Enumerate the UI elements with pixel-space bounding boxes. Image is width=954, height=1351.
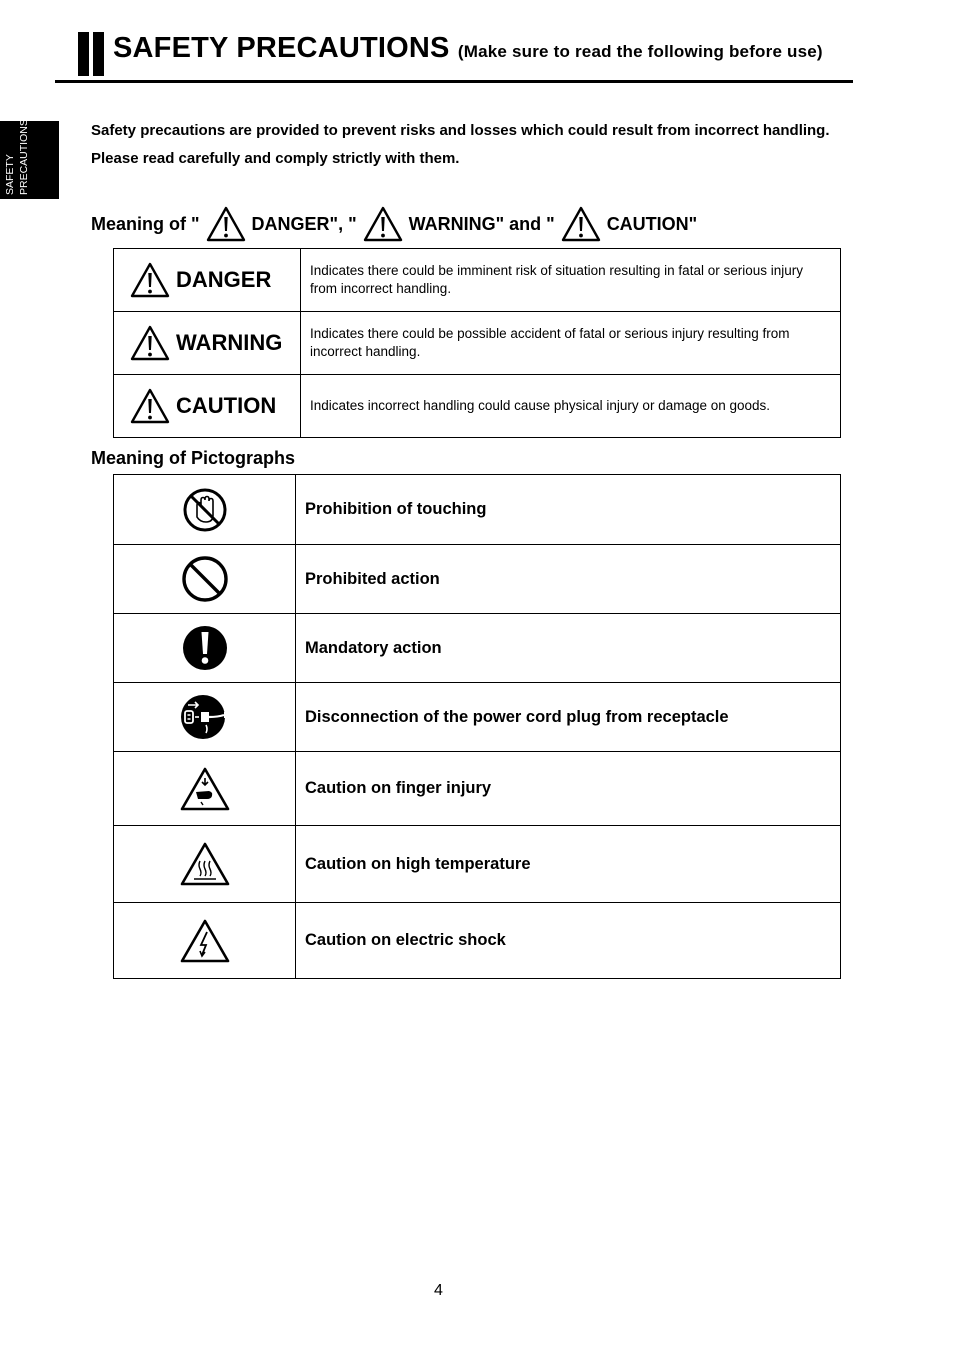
finger-injury-icon: [179, 766, 231, 812]
pictograph-label: Caution on electric shock: [296, 903, 841, 979]
signal-words-heading: [91, 206, 697, 242]
prohibited-icon: [181, 555, 229, 603]
pictographs-table: [113, 474, 841, 979]
table-row: [114, 826, 841, 903]
header-bar-left: [78, 32, 89, 76]
no-touch-icon: [182, 487, 228, 533]
pictograph-label: Disconnection of the power cord plug from receptacle: [296, 683, 841, 752]
heading-part-1: Meaning of ": [91, 213, 200, 234]
pictograph-cell: [114, 683, 296, 752]
signal-description: Indicates incorrect handling could cause physical injury or damage on goods.: [301, 375, 841, 438]
table-row: [114, 375, 841, 438]
signal-word: CAUTION: [176, 393, 277, 418]
pictograph-cell: [114, 826, 296, 903]
page-title-text: SAFETY PRECAUTIONS: [113, 32, 450, 64]
high-temperature-icon: [179, 841, 231, 887]
intro-paragraph-1: Safety precautions are provided to prevent risks and losses which could result from incorrect handling.: [91, 122, 830, 139]
signal-label-cell: [114, 375, 301, 438]
side-tab-line2: PRECAUTIONS: [18, 119, 30, 195]
table-row: [114, 903, 841, 979]
heading-part-4: CAUTION": [606, 213, 698, 234]
pictograph-cell: [114, 545, 296, 614]
pictograph-cell: [114, 903, 296, 979]
page-subtitle: (Make sure to read the following before use): [457, 42, 823, 61]
warning-triangle-icon: [130, 388, 170, 424]
page-title: [113, 32, 823, 65]
pictograph-label: Mandatory action: [296, 614, 841, 683]
pictograph-label: Caution on high temperature: [296, 826, 841, 903]
page-number: 4: [434, 1282, 443, 1299]
pictograph-label: Caution on finger injury: [296, 752, 841, 826]
signal-description: Indicates there could be imminent risk of situation resulting in fatal or serious injury from incorrect handling.: [301, 249, 841, 312]
signal-label-cell: [114, 312, 301, 375]
pictograph-cell: [114, 752, 296, 826]
side-tab-line1: SAFETY: [4, 154, 16, 195]
pictograph-cell: [114, 475, 296, 545]
table-row: [114, 475, 841, 545]
pictograph-cell: [114, 614, 296, 683]
caution-label: [114, 388, 300, 424]
heading-part-2: DANGER", ": [251, 213, 357, 234]
mandatory-icon: [181, 624, 229, 672]
danger-label: [114, 262, 300, 298]
warning-triangle-icon: [561, 206, 601, 242]
unplug-icon: [180, 693, 230, 741]
intro-paragraph-2: Please read carefully and comply strictly with them.: [91, 150, 460, 167]
warning-triangle-icon: [363, 206, 403, 242]
warning-triangle-icon: [206, 206, 246, 242]
pictograph-label: Prohibition of touching: [296, 475, 841, 545]
signal-word: WARNING: [176, 330, 283, 355]
table-row: [114, 683, 841, 752]
table-row: [114, 545, 841, 614]
heading-part-3: WARNING" and ": [408, 213, 555, 234]
table-row: [114, 752, 841, 826]
intro-text: [91, 121, 831, 177]
header-rule: [55, 80, 853, 83]
signal-description: Indicates there could be possible accident of fatal or serious injury resulting from incorrect handling.: [301, 312, 841, 375]
section-side-tab: [0, 121, 59, 199]
warning-triangle-icon: [130, 325, 170, 361]
table-row: [114, 614, 841, 683]
warning-triangle-icon: [130, 262, 170, 298]
signal-words-table: [113, 248, 841, 438]
table-row: [114, 312, 841, 375]
header-bar-right: [93, 32, 104, 76]
warning-label: [114, 325, 300, 361]
pictograph-label: Prohibited action: [296, 545, 841, 614]
table-row: [114, 249, 841, 312]
signal-word: DANGER: [176, 267, 272, 292]
signal-label-cell: [114, 249, 301, 312]
side-tab-label: [3, 117, 31, 195]
electric-shock-icon: [179, 918, 231, 964]
pictographs-heading: Meaning of Pictographs: [91, 448, 296, 468]
